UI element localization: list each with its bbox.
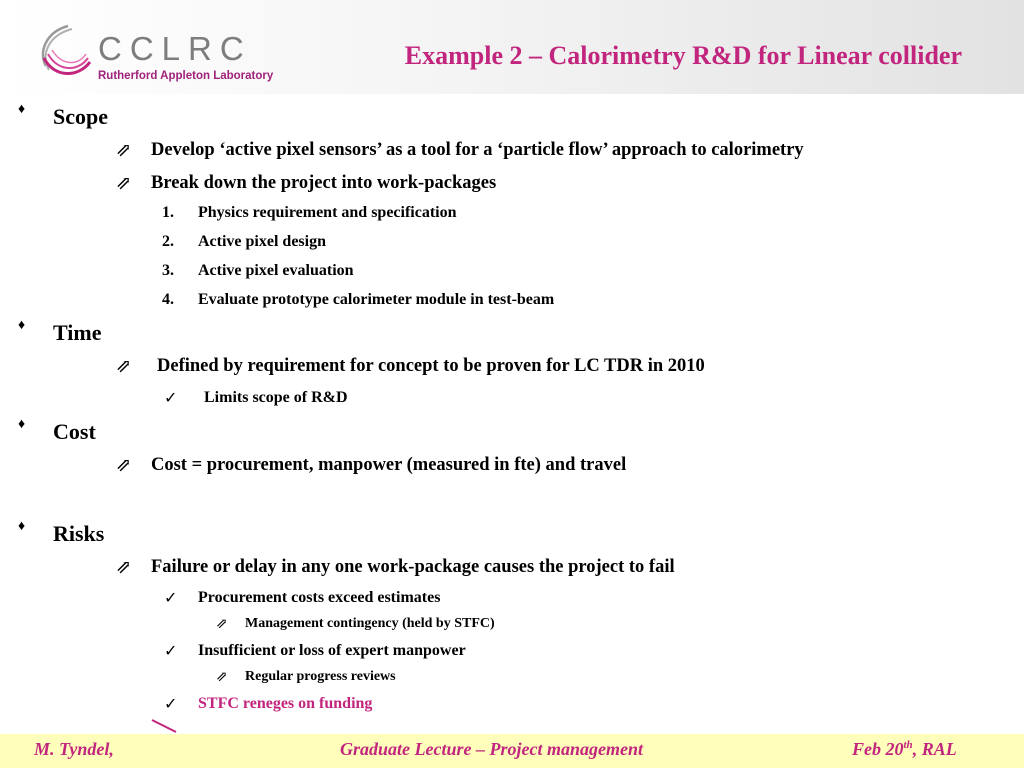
checkmark-icon: ✓ (164, 643, 178, 660)
footer-author: M. Tyndel, (34, 739, 114, 759)
risk-mitigation: Management contingency (held by STFC) (245, 616, 495, 631)
diamond-bullet-icon: ♦ (18, 102, 26, 117)
work-package-text: Active pixel design (198, 233, 326, 250)
diamond-bullet-icon: ♦ (18, 417, 26, 432)
scope-heading: Scope (53, 104, 108, 129)
slide-footer (0, 734, 1024, 768)
risk-sub-item: Procurement costs exceed estimates (198, 589, 441, 606)
arrow-bullet-icon: ⇗ (116, 174, 132, 194)
arrow-bullet-icon: ⇗ (116, 558, 132, 578)
time-item: Defined by requirement for concept to be proven for LC TDR in 2010 (157, 356, 705, 376)
time-sub-item: Limits scope of R&D (204, 389, 348, 406)
footer-place: , RAL (912, 739, 957, 759)
checkmark-icon: ✓ (164, 390, 178, 407)
slide-header (0, 0, 1024, 94)
work-package-number: 3. (162, 262, 174, 279)
checkmark-icon: ✓ (164, 696, 178, 713)
scope-item: Develop ‘active pixel sensors’ as a tool for a ‘particle flow’ approach to calorimetry (151, 140, 804, 160)
logo-subtitle: Rutherford Appleton Laboratory (98, 70, 274, 82)
footer-lecture: Graduate Lecture – Project management (340, 739, 643, 759)
arrow-bullet-icon: ⇗ (116, 456, 132, 476)
swirl-logo-icon (36, 18, 96, 80)
cost-item: Cost = procurement, manpower (measured in fte) and travel (151, 455, 627, 475)
cost-heading: Cost (53, 419, 96, 444)
work-package-number: 4. (162, 291, 174, 308)
arrow-bullet-icon: ⇗ (216, 617, 228, 632)
risks-heading: Risks (53, 521, 105, 546)
risks-item: Failure or delay in any one work-package causes the project to fail (151, 557, 675, 577)
slide-title: Example 2 – Calorimetry R&D for Linear collider (404, 41, 962, 70)
footer-date-sup: th (903, 739, 913, 751)
footer-date: Feb 20 (852, 739, 904, 759)
red-annotation-stroke (150, 718, 180, 734)
diamond-bullet-icon: ♦ (18, 519, 26, 534)
scope-item: Break down the project into work-packages (151, 173, 497, 193)
work-package-text: Physics requirement and specification (198, 204, 457, 221)
work-package-text: Active pixel evaluation (198, 262, 354, 279)
risk-sub-item: Insufficient or loss of expert manpower (198, 642, 466, 659)
work-package-text: Evaluate prototype calorimeter module in test-beam (198, 291, 555, 308)
footer-date-place (852, 739, 957, 760)
arrow-bullet-icon: ⇗ (116, 357, 132, 377)
work-package-number: 2. (162, 233, 174, 250)
arrow-bullet-icon: ⇗ (216, 670, 228, 685)
checkmark-icon: ✓ (164, 590, 178, 607)
risk-sub-item-highlight: STFC reneges on funding (198, 695, 373, 712)
risk-mitigation: Regular progress reviews (245, 669, 396, 684)
diamond-bullet-icon: ♦ (18, 318, 26, 333)
arrow-bullet-icon: ⇗ (116, 141, 132, 161)
work-package-number: 1. (162, 204, 174, 221)
logo-text: CCLRC (98, 30, 252, 67)
time-heading: Time (53, 320, 102, 345)
cclrc-logo (36, 18, 286, 88)
